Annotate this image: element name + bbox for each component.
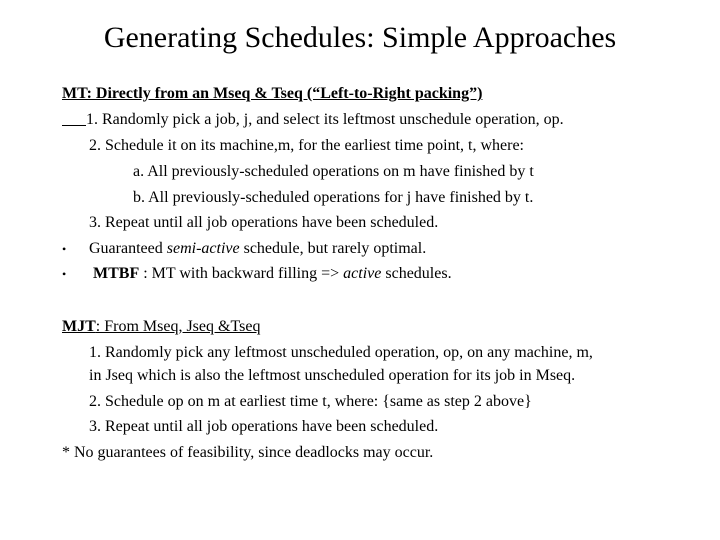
mt-step-1-underline <box>62 111 86 128</box>
mt-bullet-1-em: semi-active <box>166 240 240 257</box>
mjt-note: * No guarantees of feasibility, since deadlocks may occur. <box>62 444 434 461</box>
mjt-heading <box>62 317 260 337</box>
mjt-heading-rest: : From Mseq, Jseq &Tseq <box>95 318 261 335</box>
mt-step-2a: a. All previously-scheduled operations on m have finished by t <box>133 163 534 180</box>
mjt-step-1-line-2: in Jseq which is also the leftmost unscheduled operation for its job in Mseq. <box>89 367 576 384</box>
bullet-marker-2: • <box>62 267 67 281</box>
mt-step-1-text: 1. Randomly pick a job, j, and select its leftmost unschedule operation, op. <box>86 111 564 128</box>
mt-step-1 <box>62 110 564 130</box>
mt-bullet-2-mid: : MT with backward filling => <box>139 265 344 282</box>
mt-bullet-2-em: active <box>343 265 382 282</box>
mt-bullet-1 <box>89 239 426 259</box>
mjt-step-1-line-1: 1. Randomly pick any leftmost unscheduled operation, op, on any machine, m, <box>89 344 593 361</box>
mt-step-2b: b. All previously-scheduled operations for j have finished by t. <box>133 189 534 206</box>
mt-heading-text: MT: Directly from an Mseq & Tseq (“Left-to-Right packing”) <box>62 85 483 102</box>
mt-bullet-2-strong: MTBF <box>93 265 140 282</box>
mjt-step-2: 2. Schedule op on m at earliest time t, where: {same as step 2 above} <box>89 393 532 410</box>
mt-bullet-2-post: schedules. <box>381 265 452 282</box>
mt-heading <box>62 84 482 104</box>
bullet-marker-1: • <box>62 242 67 256</box>
mt-bullet-2 <box>93 264 452 284</box>
mt-bullet-1-post: schedule, but rarely optimal. <box>239 240 427 257</box>
mt-step-2: 2. Schedule it on its machine,m, for the earliest time point, t, where: <box>89 137 524 154</box>
mjt-heading-label: MJT <box>62 318 96 335</box>
mt-step-3: 3. Repeat until all job operations have been scheduled. <box>89 214 439 231</box>
mt-bullet-1-pre: Guaranteed <box>89 240 167 257</box>
slide-title: Generating Schedules: Simple Approaches <box>103 21 617 54</box>
mjt-step-3: 3. Repeat until all job operations have been scheduled. <box>89 418 439 435</box>
